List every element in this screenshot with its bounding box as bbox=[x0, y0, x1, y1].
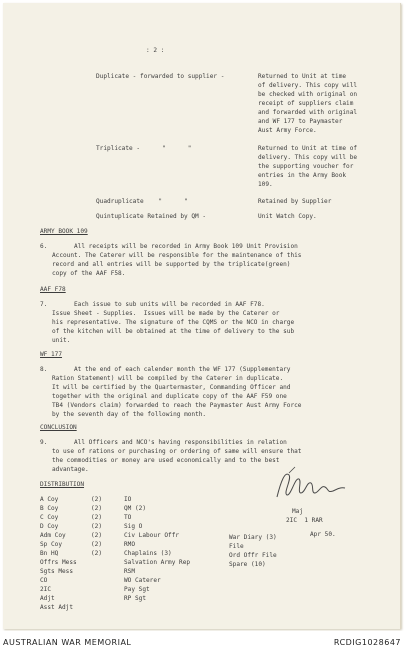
copy-label-quintuplicate: Quintuplicate Retained by QM - bbox=[96, 213, 207, 220]
paragraph-line: together with the original and duplicate copy of the AAF F59 one bbox=[52, 393, 287, 400]
distribution-qty: (2) bbox=[91, 514, 103, 521]
signature-rank: Maj bbox=[292, 508, 304, 515]
copy-desc: Retained by Supplier bbox=[258, 198, 332, 205]
paragraph-line: All Officers and NCO's having responsibilities in relation bbox=[52, 439, 287, 446]
distribution-qty: (2) bbox=[91, 496, 103, 503]
archive-footer bbox=[0, 631, 405, 654]
distribution-item: Adm Coy bbox=[40, 532, 66, 539]
distribution-item: War Diary (3) bbox=[229, 534, 277, 541]
copy-desc: of delivery. This copy will bbox=[258, 82, 358, 89]
distribution-item: RMO bbox=[124, 541, 136, 548]
paragraph-line: Each issue to sub units will be recorded in AAF F78. bbox=[52, 301, 265, 308]
distribution-heading: DISTRIBUTION bbox=[40, 481, 85, 488]
distribution-item: WO Caterer bbox=[124, 577, 161, 584]
section-heading: CONCLUSION bbox=[40, 424, 77, 431]
paragraph-line: All receipts will be recorded in Army Book 109 Unit Provision bbox=[52, 243, 298, 250]
distribution-item: B Coy bbox=[40, 505, 59, 512]
copy-label-quadruplicate: Quadruplicate " " bbox=[96, 198, 188, 205]
paragraph-line: copy of the AAF F58. bbox=[52, 270, 126, 277]
distribution-item: Ord Offr File bbox=[229, 552, 277, 559]
copy-desc: 109. bbox=[258, 181, 273, 188]
copy-desc: and forwarded with original bbox=[258, 109, 358, 116]
distribution-item: Sgts Mess bbox=[40, 568, 74, 575]
paragraph-line: his representative. The signature of the CQMS or the NCO in charge bbox=[52, 319, 295, 326]
distribution-item: Salvation Army Rep bbox=[124, 559, 191, 566]
distribution-item: Sp Coy bbox=[40, 541, 63, 548]
paragraph-line: TB4 (Vendors claim) forwarded to reach the Paymaster Aust Army Force bbox=[52, 402, 302, 409]
copy-desc: be checked with original on bbox=[258, 91, 358, 98]
signature-date: Apr 50. bbox=[310, 531, 336, 538]
distribution-qty: (2) bbox=[91, 541, 103, 548]
copy-desc: Returned to Unit at time bbox=[258, 73, 347, 80]
section-heading: ARMY BOOK 109 bbox=[40, 228, 88, 235]
paragraph-line: At the end of each calender month the WF 177 (Supplementary bbox=[52, 366, 291, 373]
section-number: 7. bbox=[40, 301, 48, 308]
distribution-item: 2IC bbox=[40, 586, 52, 593]
distribution-item: RSM bbox=[124, 568, 136, 575]
paragraph-line: advantage. bbox=[52, 466, 89, 473]
section-number: 6. bbox=[40, 243, 48, 250]
paragraph-line: record and all entries will be supported by the triplicate(green) bbox=[52, 261, 291, 268]
distribution-item: Civ Labour Offr bbox=[124, 532, 180, 539]
distribution-qty: (2) bbox=[91, 550, 103, 557]
copy-desc: the supporting voucher for bbox=[258, 163, 354, 170]
distribution-item: QM (2) bbox=[124, 505, 147, 512]
section-heading: WF 177 bbox=[40, 351, 63, 358]
distribution-item: IO bbox=[124, 496, 132, 503]
paragraph-line: of the kitchen will be obtained at the time of delivery to the sub bbox=[52, 328, 295, 335]
distribution-item: D Coy bbox=[40, 523, 59, 530]
distribution-item: A Coy bbox=[40, 496, 59, 503]
archive-name: AUSTRALIAN WAR MEMORIAL bbox=[3, 638, 132, 647]
section-heading: AAF F78 bbox=[40, 286, 66, 293]
distribution-item: Chaplains (3) bbox=[124, 550, 172, 557]
paragraph-line: Account. The Caterer will be responsible for the maintenance of this bbox=[52, 252, 302, 259]
distribution-item: C Coy bbox=[40, 514, 59, 521]
copy-desc: Returned to Unit at time of bbox=[258, 145, 358, 152]
copy-desc: delivery. This copy will be bbox=[258, 154, 358, 161]
paragraph-line: to use of rations or purchasing or ordering of same will ensure that bbox=[52, 448, 302, 455]
copy-desc: entries in the Army Book bbox=[258, 172, 347, 179]
copy-desc: Unit Watch Copy. bbox=[258, 213, 317, 220]
copy-desc: and WF 177 to Paymaster bbox=[258, 118, 343, 125]
distribution-item: Pay Sgt bbox=[124, 586, 150, 593]
copy-desc: Aust Army Force. bbox=[258, 127, 317, 134]
distribution-qty: (2) bbox=[91, 505, 103, 512]
distribution-qty: (2) bbox=[91, 532, 103, 539]
archive-reference: RCDIG1028647 bbox=[333, 638, 401, 647]
distribution-item: Sig O bbox=[124, 523, 143, 530]
distribution-item: TO bbox=[124, 514, 132, 521]
paragraph-line: It will be certified by the Quartermaster, Commanding Officer and bbox=[52, 384, 291, 391]
distribution-item: CO bbox=[40, 577, 48, 584]
distribution-item: Bn HQ bbox=[40, 550, 59, 557]
distribution-item: Offrs Mess bbox=[40, 559, 77, 566]
paragraph-line: Ration Statement) will be compiled by the Caterer in duplicate. bbox=[52, 375, 284, 382]
copy-desc: receipt of suppliers claim bbox=[258, 100, 354, 107]
paragraph-line: Issue Sheet - Supplies. Issues will be made by the Caterer or bbox=[52, 310, 280, 317]
copy-label-triplicate: Triplicate - " " bbox=[96, 145, 192, 152]
document-page bbox=[3, 3, 401, 629]
distribution-item: File bbox=[229, 543, 244, 550]
section-number: 9. bbox=[40, 439, 48, 446]
copy-label-duplicate: Duplicate - forwarded to supplier - bbox=[96, 73, 225, 80]
distribution-item: Spare (10) bbox=[229, 561, 266, 568]
paragraph-line: unit. bbox=[52, 337, 71, 344]
distribution-item: Asst Adjt bbox=[40, 604, 74, 611]
page-number: : 2 : bbox=[146, 47, 165, 54]
section-number: 8. bbox=[40, 366, 48, 373]
distribution-qty: (2) bbox=[91, 523, 103, 530]
distribution-item: RP Sgt bbox=[124, 595, 147, 602]
distribution-item: Adjt bbox=[40, 595, 55, 602]
paragraph-line: the commodities or money are used economically and to the best bbox=[52, 457, 280, 464]
handwritten-signature bbox=[271, 463, 351, 505]
signature-unit: 2IC 1 RAR bbox=[286, 517, 323, 524]
paragraph-line: by the seventh day of the following month. bbox=[52, 411, 207, 418]
